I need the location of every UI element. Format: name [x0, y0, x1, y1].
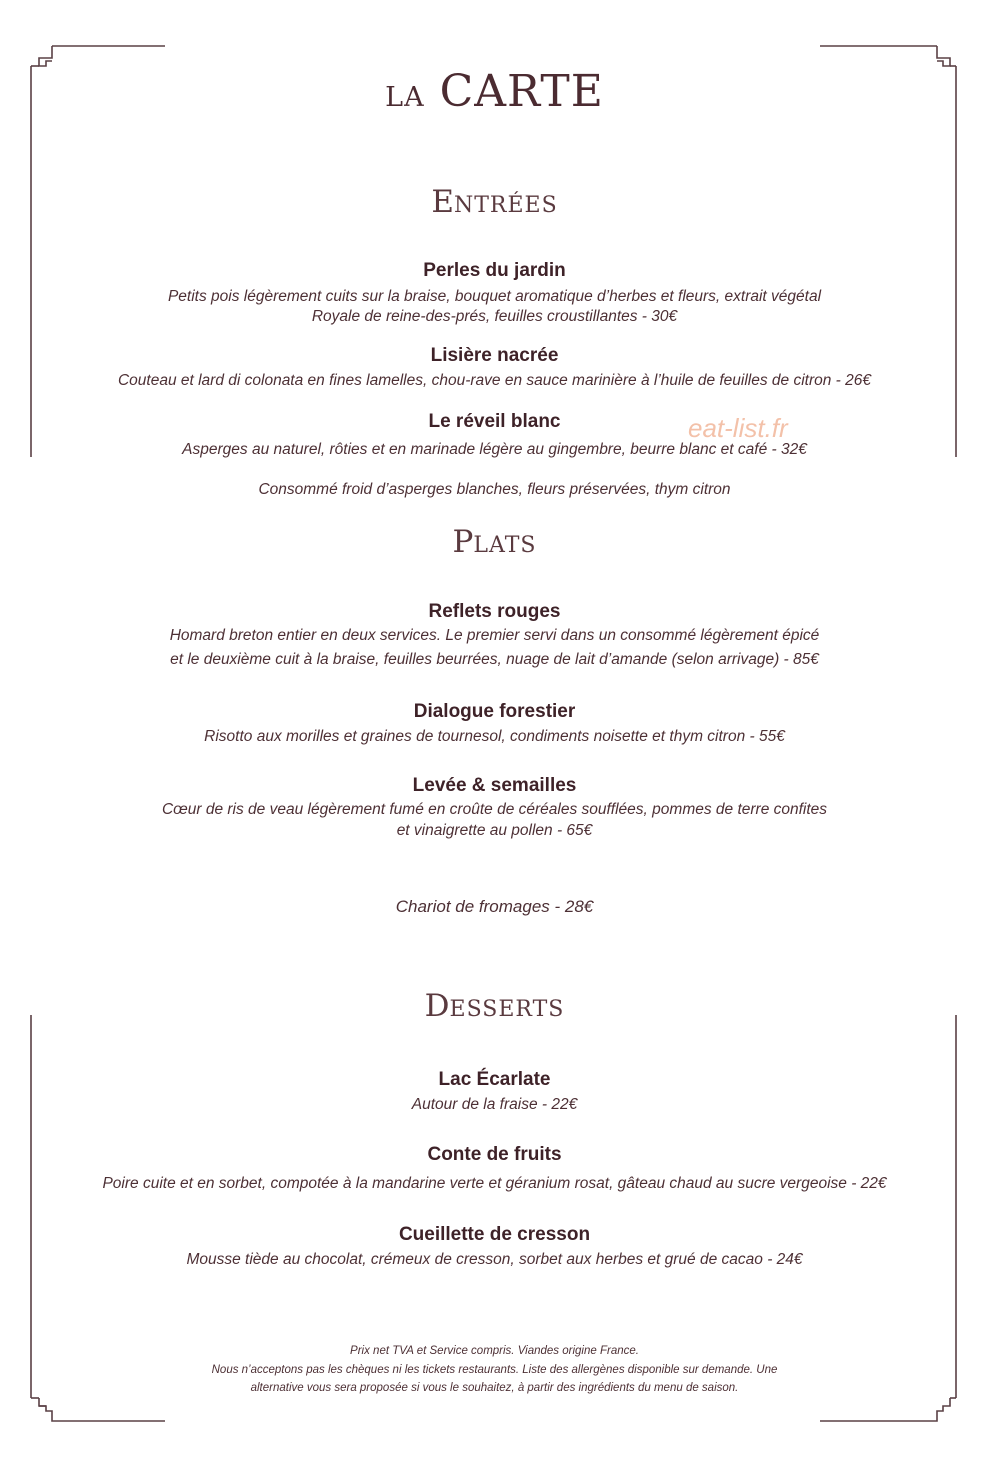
dish-name: Lac Écarlate	[438, 1069, 551, 1090]
section-heading-plats	[0, 524, 989, 560]
dish-description: Petits pois légèrement cuits sur la braise, bouquet aromatique d’herbes et fleurs, extrait végétal	[167, 288, 822, 305]
title-big: CARTE	[439, 66, 604, 117]
dish-description: Autour de la fraise - 22€	[411, 1096, 578, 1113]
heading-initial: D	[424, 988, 450, 1024]
footer-line: alternative vous sera proposée si vous le souhaitez, à partir des ingrédients du menu de saison.	[250, 1382, 739, 1394]
section-heading-entrees	[0, 184, 989, 220]
cheese-trolley: Chariot de fromages - 28€	[395, 897, 594, 916]
dish-description: et vinaigrette au pollen - 65€	[396, 822, 593, 839]
heading-rest: NTRÉES	[453, 193, 558, 218]
dish-name: Conte de fruits	[427, 1144, 562, 1165]
dish-name: Cueillette de cresson	[398, 1224, 591, 1245]
dish-description: Cœur de ris de veau légèrement fumé en croûte de céréales soufflées, pommes de terre confites	[161, 801, 828, 818]
dish-description: Mousse tiède au chocolat, crémeux de cresson, sorbet aux herbes et grué de cacao - 24€	[186, 1251, 803, 1268]
dish-description: Risotto aux morilles et graines de tournesol, condiments noisette et thym citron - 55€	[204, 728, 785, 745]
menu-title	[0, 66, 989, 117]
footer-line: Prix net TVA et Service compris. Viandes origine France.	[350, 1345, 639, 1357]
heading-initial: P	[452, 524, 474, 560]
heading-rest: LATS	[473, 533, 537, 558]
footer-line: Nous n’acceptons pas les chèques ni les tickets restaurants. Liste des allergènes disponible sur demande. Une	[211, 1364, 778, 1376]
dish-name: Lisière nacrée	[430, 345, 559, 366]
section-heading-desserts	[0, 988, 989, 1024]
dish-name: Reflets rouges	[428, 601, 561, 622]
heading-initial: E	[431, 184, 454, 220]
dish-description: Poire cuite et en sorbet, compotée à la mandarine verte et géranium rosat, gâteau chaud au sucre vergeoise - 22€	[102, 1175, 887, 1192]
dish-name: Perles du jardin	[423, 260, 566, 281]
dish-description: et le deuxième cuit à la braise, feuilles beurrées, nuage de lait d’amande (selon arrivage) - 85€	[170, 651, 819, 668]
dish-name: Le réveil blanc	[428, 411, 561, 432]
dish-description: Homard breton entier en deux services. Le premier servi dans un consommé légèrement épicé	[169, 627, 820, 644]
dish-name: Levée & semailles	[412, 775, 577, 796]
dish-description: Consommé froid d’asperges blanches, fleurs préservées, thym citron	[258, 481, 731, 498]
watermark: eat-list.fr	[688, 413, 788, 443]
dish-description: Asperges au naturel, rôties et en marinade légère au gingembre, beurre blanc et café - 32€	[182, 441, 807, 458]
dish-description: Royale de reine-des-prés, feuilles croustillantes - 30€	[311, 308, 678, 325]
title-small: LA	[385, 82, 425, 113]
dish-description: Couteau et lard di colonata en fines lamelles, chou-rave en sauce marinière à l’huile de feuilles de citron - 26€	[117, 372, 872, 389]
dish-name: Dialogue forestier	[413, 701, 576, 722]
heading-rest: ESSERTS	[449, 997, 565, 1022]
